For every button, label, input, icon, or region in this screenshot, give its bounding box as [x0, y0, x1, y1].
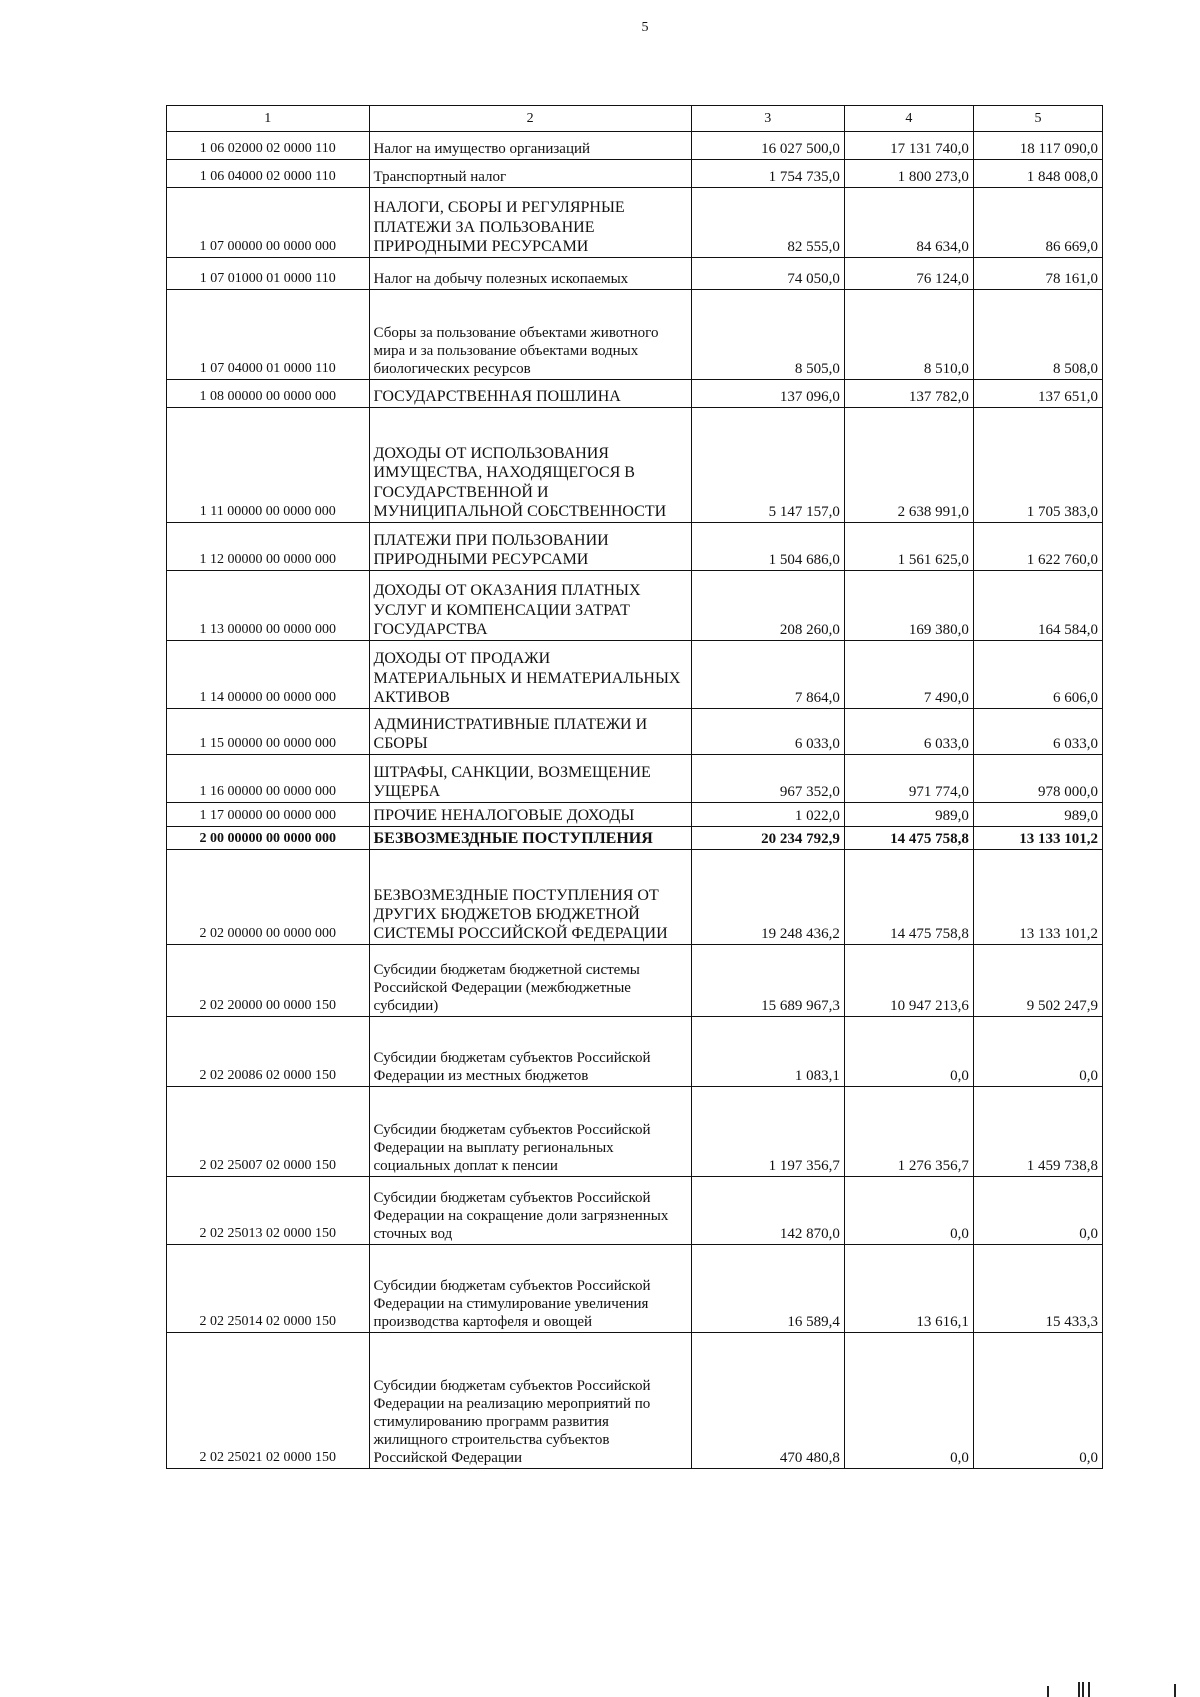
revenue-name-cell: ПРОЧИЕ НЕНАЛОГОВЫЕ ДОХОДЫ	[369, 803, 691, 827]
revenue-name-cell: ДОХОДЫ ОТ ПРОДАЖИ МАТЕРИАЛЬНЫХ И НЕМАТЕРИАЛЬНЫХ АКТИВОВ	[369, 641, 691, 709]
revenue-table	[166, 105, 1103, 1469]
value-col3-cell: 8 505,0	[691, 290, 844, 380]
budget-code-cell: 1 11 00000 00 0000 000	[167, 408, 370, 523]
budget-code-cell: 2 02 25014 02 0000 150	[167, 1245, 370, 1333]
value-col3-cell: 137 096,0	[691, 380, 844, 408]
table-row	[167, 945, 1103, 1017]
value-col3-cell: 1 083,1	[691, 1017, 844, 1087]
scan-mark	[1082, 1682, 1084, 1697]
table-row	[167, 803, 1103, 827]
value-col5-cell: 6 606,0	[973, 641, 1102, 709]
value-col4-cell: 8 510,0	[844, 290, 973, 380]
revenue-name-cell: БЕЗВОЗМЕЗДНЫЕ ПОСТУПЛЕНИЯ	[369, 827, 691, 850]
budget-code-cell: 2 02 00000 00 0000 000	[167, 850, 370, 945]
budget-code-cell: 1 07 04000 01 0000 110	[167, 290, 370, 380]
value-col5-cell: 86 669,0	[973, 188, 1102, 258]
budget-code-cell: 1 13 00000 00 0000 000	[167, 571, 370, 641]
budget-code-cell: 1 06 02000 02 0000 110	[167, 132, 370, 160]
table-row	[167, 709, 1103, 755]
table-row	[167, 408, 1103, 523]
table-row	[167, 1245, 1103, 1333]
value-col4-cell: 0,0	[844, 1017, 973, 1087]
revenue-name-cell: ДОХОДЫ ОТ ИСПОЛЬЗОВАНИЯ ИМУЩЕСТВА, НАХОДЯЩЕГОСЯ В ГОСУДАРСТВЕННОЙ И МУНИЦИПАЛЬНОЙ СОБСТВЕННОСТИ	[369, 408, 691, 523]
value-col4-cell: 169 380,0	[844, 571, 973, 641]
value-col5-cell: 989,0	[973, 803, 1102, 827]
revenue-name-cell: Субсидии бюджетам субъектов Российской Федерации на выплату региональных социальных доплат к пенсии	[369, 1087, 691, 1177]
value-col5-cell: 978 000,0	[973, 755, 1102, 803]
value-col4-cell: 137 782,0	[844, 380, 973, 408]
value-col3-cell: 142 870,0	[691, 1177, 844, 1245]
value-col3-cell: 5 147 157,0	[691, 408, 844, 523]
revenue-name-cell: Субсидии бюджетам субъектов Российской Федерации на сокращение доли загрязненных сточных вод	[369, 1177, 691, 1245]
value-col5-cell: 1 848 008,0	[973, 160, 1102, 188]
value-col3-cell: 7 864,0	[691, 641, 844, 709]
table-row	[167, 258, 1103, 290]
table-row	[167, 827, 1103, 850]
revenue-name-cell: Транспортный налог	[369, 160, 691, 188]
value-col5-cell: 15 433,3	[973, 1245, 1102, 1333]
page-number: 5	[641, 20, 649, 35]
scan-mark	[1047, 1686, 1049, 1697]
budget-code-cell: 2 02 20000 00 0000 150	[167, 945, 370, 1017]
header-cell-2: 2	[369, 106, 691, 132]
budget-code-cell: 2 02 25007 02 0000 150	[167, 1087, 370, 1177]
value-col3-cell: 74 050,0	[691, 258, 844, 290]
revenue-name-cell: Субсидии бюджетам субъектов Российской Федерации на стимулирование увеличения производства картофеля и овощей	[369, 1245, 691, 1333]
header-cell-1: 1	[167, 106, 370, 132]
table-row	[167, 1333, 1103, 1469]
revenue-name-cell: НАЛОГИ, СБОРЫ И РЕГУЛЯРНЫЕ ПЛАТЕЖИ ЗА ПОЛЬЗОВАНИЕ ПРИРОДНЫМИ РЕСУРСАМИ	[369, 188, 691, 258]
revenue-name-cell: ШТРАФЫ, САНКЦИИ, ВОЗМЕЩЕНИЕ УЩЕРБА	[369, 755, 691, 803]
value-col5-cell: 137 651,0	[973, 380, 1102, 408]
value-col5-cell: 0,0	[973, 1333, 1102, 1469]
header-cell-4: 4	[844, 106, 973, 132]
table-body	[167, 106, 1103, 1469]
value-col4-cell: 0,0	[844, 1177, 973, 1245]
value-col3-cell: 1 504 686,0	[691, 523, 844, 571]
value-col3-cell: 20 234 792,9	[691, 827, 844, 850]
value-col3-cell: 1 754 735,0	[691, 160, 844, 188]
value-col4-cell: 0,0	[844, 1333, 973, 1469]
budget-code-cell: 1 07 01000 01 0000 110	[167, 258, 370, 290]
value-col4-cell: 84 634,0	[844, 188, 973, 258]
value-col5-cell: 78 161,0	[973, 258, 1102, 290]
budget-code-cell: 1 17 00000 00 0000 000	[167, 803, 370, 827]
value-col3-cell: 6 033,0	[691, 709, 844, 755]
value-col4-cell: 14 475 758,8	[844, 850, 973, 945]
table-row	[167, 380, 1103, 408]
table-row	[167, 188, 1103, 258]
header-cell-5: 5	[973, 106, 1102, 132]
value-col4-cell: 971 774,0	[844, 755, 973, 803]
revenue-name-cell: БЕЗВОЗМЕЗДНЫЕ ПОСТУПЛЕНИЯ ОТ ДРУГИХ БЮДЖЕТОВ БЮДЖЕТНОЙ СИСТЕМЫ РОССИЙСКОЙ ФЕДЕРАЦИИ	[369, 850, 691, 945]
table-row	[167, 290, 1103, 380]
budget-code-cell: 2 02 25013 02 0000 150	[167, 1177, 370, 1245]
table-row	[167, 132, 1103, 160]
budget-code-cell: 1 06 04000 02 0000 110	[167, 160, 370, 188]
value-col4-cell: 10 947 213,6	[844, 945, 973, 1017]
revenue-name-cell: АДМИНИСТРАТИВНЫЕ ПЛАТЕЖИ И СБОРЫ	[369, 709, 691, 755]
value-col3-cell: 470 480,8	[691, 1333, 844, 1469]
revenue-name-cell: Налог на добычу полезных ископаемых	[369, 258, 691, 290]
value-col4-cell: 7 490,0	[844, 641, 973, 709]
table-row	[167, 571, 1103, 641]
value-col5-cell: 164 584,0	[973, 571, 1102, 641]
budget-code-cell: 1 16 00000 00 0000 000	[167, 755, 370, 803]
header-cell-3: 3	[691, 106, 844, 132]
value-col3-cell: 16 589,4	[691, 1245, 844, 1333]
value-col4-cell: 989,0	[844, 803, 973, 827]
value-col3-cell: 15 689 967,3	[691, 945, 844, 1017]
revenue-name-cell: Субсидии бюджетам субъектов Российской Федерации на реализацию мероприятий по стимулированию программ развития жилищного строительства субъектов Российской Федерации	[369, 1333, 691, 1469]
revenue-name-cell: ДОХОДЫ ОТ ОКАЗАНИЯ ПЛАТНЫХ УСЛУГ И КОМПЕНСАЦИИ ЗАТРАТ ГОСУДАРСТВА	[369, 571, 691, 641]
value-col3-cell: 1 022,0	[691, 803, 844, 827]
value-col4-cell: 17 131 740,0	[844, 132, 973, 160]
value-col5-cell: 6 033,0	[973, 709, 1102, 755]
value-col4-cell: 2 638 991,0	[844, 408, 973, 523]
value-col3-cell: 1 197 356,7	[691, 1087, 844, 1177]
budget-code-cell: 1 07 00000 00 0000 000	[167, 188, 370, 258]
value-col4-cell: 76 124,0	[844, 258, 973, 290]
revenue-name-cell: Субсидии бюджетам бюджетной системы Российской Федерации (межбюджетные субсидии)	[369, 945, 691, 1017]
value-col4-cell: 1 276 356,7	[844, 1087, 973, 1177]
budget-code-cell: 2 02 20086 02 0000 150	[167, 1017, 370, 1087]
revenue-name-cell: ПЛАТЕЖИ ПРИ ПОЛЬЗОВАНИИ ПРИРОДНЫМИ РЕСУРСАМИ	[369, 523, 691, 571]
scan-mark	[1174, 1684, 1176, 1697]
budget-code-cell: 2 02 25021 02 0000 150	[167, 1333, 370, 1469]
value-col3-cell: 16 027 500,0	[691, 132, 844, 160]
value-col5-cell: 8 508,0	[973, 290, 1102, 380]
value-col5-cell: 13 133 101,2	[973, 850, 1102, 945]
value-col4-cell: 6 033,0	[844, 709, 973, 755]
value-col3-cell: 19 248 436,2	[691, 850, 844, 945]
value-col4-cell: 1 800 273,0	[844, 160, 973, 188]
revenue-name-cell: Субсидии бюджетам субъектов Российской Федерации из местных бюджетов	[369, 1017, 691, 1087]
value-col4-cell: 13 616,1	[844, 1245, 973, 1333]
value-col5-cell: 18 117 090,0	[973, 132, 1102, 160]
budget-code-cell: 1 14 00000 00 0000 000	[167, 641, 370, 709]
value-col5-cell: 0,0	[973, 1017, 1102, 1087]
value-col3-cell: 208 260,0	[691, 571, 844, 641]
table-row	[167, 523, 1103, 571]
value-col5-cell: 1 705 383,0	[973, 408, 1102, 523]
revenue-name-cell: Налог на имущество организаций	[369, 132, 691, 160]
value-col5-cell: 1 622 760,0	[973, 523, 1102, 571]
table-row	[167, 755, 1103, 803]
budget-code-cell: 1 15 00000 00 0000 000	[167, 709, 370, 755]
value-col5-cell: 1 459 738,8	[973, 1087, 1102, 1177]
budget-code-cell: 2 00 00000 00 0000 000	[167, 827, 370, 850]
value-col4-cell: 1 561 625,0	[844, 523, 973, 571]
value-col5-cell: 13 133 101,2	[973, 827, 1102, 850]
value-col4-cell: 14 475 758,8	[844, 827, 973, 850]
value-col5-cell: 0,0	[973, 1177, 1102, 1245]
table-row	[167, 1017, 1103, 1087]
scan-mark	[1078, 1682, 1080, 1697]
value-col3-cell: 82 555,0	[691, 188, 844, 258]
scan-mark	[1088, 1682, 1090, 1697]
table-row	[167, 850, 1103, 945]
table-header-row	[167, 106, 1103, 132]
revenue-name-cell: ГОСУДАРСТВЕННАЯ ПОШЛИНА	[369, 380, 691, 408]
table-row	[167, 160, 1103, 188]
value-col3-cell: 967 352,0	[691, 755, 844, 803]
table-row	[167, 1177, 1103, 1245]
revenue-name-cell: Сборы за пользование объектами животного мира и за пользование объектами водных биологических ресурсов	[369, 290, 691, 380]
budget-code-cell: 1 12 00000 00 0000 000	[167, 523, 370, 571]
table-row	[167, 641, 1103, 709]
budget-code-cell: 1 08 00000 00 0000 000	[167, 380, 370, 408]
table-row	[167, 1087, 1103, 1177]
value-col5-cell: 9 502 247,9	[973, 945, 1102, 1017]
